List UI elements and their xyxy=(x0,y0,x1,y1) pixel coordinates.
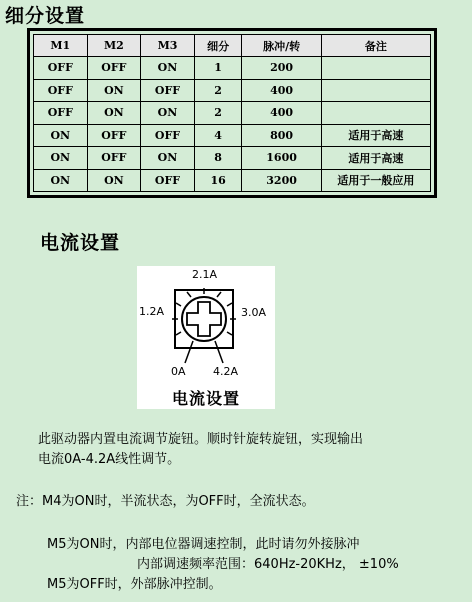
knob-caption: 电流设置 xyxy=(171,389,240,408)
cell-m2: OFF xyxy=(87,57,141,80)
table-row xyxy=(34,169,431,192)
subdivision-heading: 细分设置 xyxy=(5,5,86,27)
knob-label-0a: 0A xyxy=(171,365,186,378)
cell-subdivision: 1 xyxy=(194,57,242,80)
header-m2: M2 xyxy=(87,35,141,57)
table-row xyxy=(34,79,431,102)
cell-remark: 适用于一般应用 xyxy=(321,169,430,192)
table-row xyxy=(34,147,431,170)
header-remarks: 备注 xyxy=(321,35,430,57)
table-row xyxy=(34,102,431,125)
m5-on-note: M5为ON时，内部电位器调速控制，此时请勿外接脉冲 xyxy=(47,537,360,552)
cell-m2: ON xyxy=(87,169,141,192)
subdivision-table xyxy=(33,34,431,192)
description-line-1: 此驱动器内置电流调节旋钮。顺时针旋转旋钮，实现输出 xyxy=(38,432,364,447)
cell-remark xyxy=(321,57,430,80)
cell-subdivision: 4 xyxy=(194,124,242,147)
table-row xyxy=(34,124,431,147)
cell-subdivision: 2 xyxy=(194,79,242,102)
current-knob-diagram xyxy=(137,266,275,409)
cell-pulses: 800 xyxy=(242,124,321,147)
cell-m1: ON xyxy=(34,124,88,147)
cell-pulses: 200 xyxy=(242,57,321,80)
cell-m3: ON xyxy=(141,102,195,125)
header-subdivision: 细分 xyxy=(194,35,242,57)
cell-remark: 适用于高速 xyxy=(321,124,430,147)
subdivision-table-frame xyxy=(27,28,437,198)
cell-pulses: 400 xyxy=(242,102,321,125)
cell-remark: 适用于高速 xyxy=(321,147,430,170)
cell-m2: OFF xyxy=(87,147,141,170)
knob-label-4-2a: 4.2A xyxy=(213,365,239,378)
cell-m1: OFF xyxy=(34,79,88,102)
cell-subdivision: 2 xyxy=(194,102,242,125)
cell-remark xyxy=(321,102,430,125)
cell-m2: ON xyxy=(87,102,141,125)
knob-label-3-0a: 3.0A xyxy=(241,306,267,319)
cell-pulses: 400 xyxy=(242,79,321,102)
description-line-2: 电流0A-4.2A线性调节。 xyxy=(38,452,181,467)
cell-m3: OFF xyxy=(141,79,195,102)
cell-subdivision: 16 xyxy=(194,169,242,192)
cell-m1: OFF xyxy=(34,102,88,125)
knob-label-1-2a: 1.2A xyxy=(139,305,165,318)
table-header-row xyxy=(34,35,431,57)
cell-m3: OFF xyxy=(141,169,195,192)
cell-m1: ON xyxy=(34,147,88,170)
header-m3: M3 xyxy=(141,35,195,57)
cell-m3: OFF xyxy=(141,124,195,147)
current-heading: 电流设置 xyxy=(40,232,121,254)
cell-remark xyxy=(321,79,430,102)
cell-subdivision: 8 xyxy=(194,147,242,170)
cell-pulses: 1600 xyxy=(242,147,321,170)
header-pulses-per-rev: 脉冲/转 xyxy=(242,35,321,57)
table-row xyxy=(34,57,431,80)
cell-m1: OFF xyxy=(34,57,88,80)
cell-m1: ON xyxy=(34,169,88,192)
m5-speed-range-note: 内部调速频率范围：640Hz-20KHz， ±10% xyxy=(137,557,399,572)
cell-pulses: 3200 xyxy=(242,169,321,192)
header-m1: M1 xyxy=(34,35,88,57)
cell-m2: OFF xyxy=(87,124,141,147)
m4-note: 注：M4为ON时，半流状态，为OFF时，全流状态。 xyxy=(16,494,315,509)
cell-m3: ON xyxy=(141,57,195,80)
cell-m3: ON xyxy=(141,147,195,170)
knob-label-2-1a: 2.1A xyxy=(192,268,218,281)
m5-off-note: M5为OFF时，外部脉冲控制。 xyxy=(47,577,222,592)
cell-m2: ON xyxy=(87,79,141,102)
